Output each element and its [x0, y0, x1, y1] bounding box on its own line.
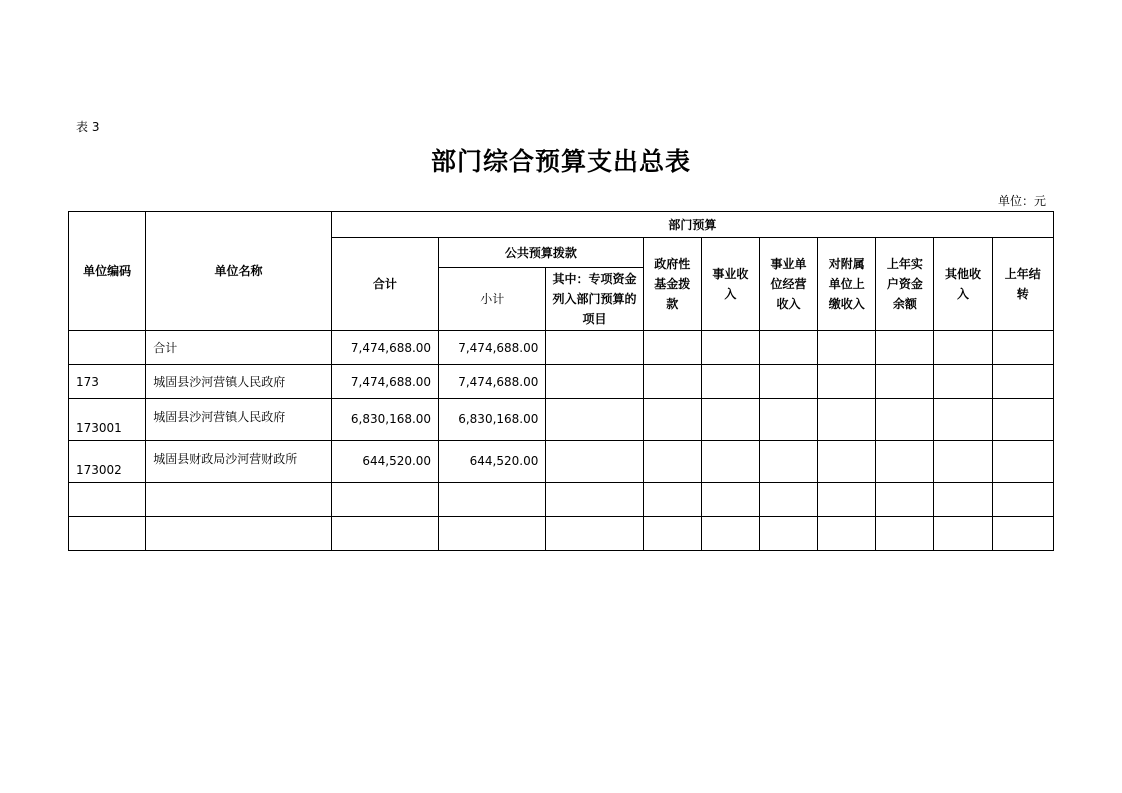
row-total: 7,474,688.00 — [331, 331, 438, 365]
header-prior-balance: 上年实户资金余额 — [876, 238, 934, 331]
row-code — [69, 517, 146, 551]
row-subtotal — [439, 483, 546, 517]
table-row — [69, 483, 1054, 517]
row-subtotal: 644,520.00 — [439, 441, 546, 483]
table-row — [69, 365, 1054, 399]
table-number: 表 3 — [76, 120, 100, 134]
header-public-budget: 公共预算拨款 — [439, 238, 644, 268]
header-subtotal: 小计 — [439, 268, 546, 331]
header-business-income: 事业收入 — [701, 238, 759, 331]
header-code: 单位编码 — [69, 212, 146, 331]
row-total: 6,830,168.00 — [331, 399, 438, 441]
row-subtotal: 7,474,688.00 — [439, 365, 546, 399]
row-total: 7,474,688.00 — [331, 365, 438, 399]
row-name — [146, 483, 332, 517]
page-title: 部门综合预算支出总表 — [430, 147, 691, 176]
table-row — [69, 399, 1054, 441]
header-carryover: 上年结转 — [992, 238, 1053, 331]
header-dept-budget: 部门预算 — [331, 212, 1053, 238]
header-subordinate-income: 对附属单位上缴收入 — [818, 238, 876, 331]
header-other-income: 其他收入 — [934, 238, 992, 331]
row-name: 合计 — [146, 331, 332, 365]
table-row — [69, 331, 1054, 365]
row-total — [331, 483, 438, 517]
header-operating-income: 事业单位经营收入 — [759, 238, 817, 331]
header-total: 合计 — [331, 238, 438, 331]
row-name: 城固县沙河营镇人民政府 — [146, 365, 332, 399]
row-total — [331, 517, 438, 551]
row-code — [69, 331, 146, 365]
row-code: 173001 — [69, 399, 146, 441]
row-subtotal — [439, 517, 546, 551]
row-name: 城固县财政局沙河营财政所 — [146, 441, 332, 483]
row-name — [146, 517, 332, 551]
row-code: 173 — [69, 365, 146, 399]
row-subtotal: 6,830,168.00 — [439, 399, 546, 441]
header-name: 单位名称 — [146, 212, 332, 331]
table-row — [69, 517, 1054, 551]
row-subtotal: 7,474,688.00 — [439, 331, 546, 365]
row-total: 644,520.00 — [331, 441, 438, 483]
header-special-funds: 其中：专项资金列入部门预算的项目 — [546, 268, 643, 331]
table-row — [69, 441, 1054, 483]
row-code: 173002 — [69, 441, 146, 483]
row-code — [69, 483, 146, 517]
budget-table — [68, 211, 1054, 551]
row-name: 城固县沙河营镇人民政府 — [146, 399, 332, 441]
header-gov-fund: 政府性基金拨款 — [643, 238, 701, 331]
unit-label: 单位：元 — [997, 194, 1046, 208]
